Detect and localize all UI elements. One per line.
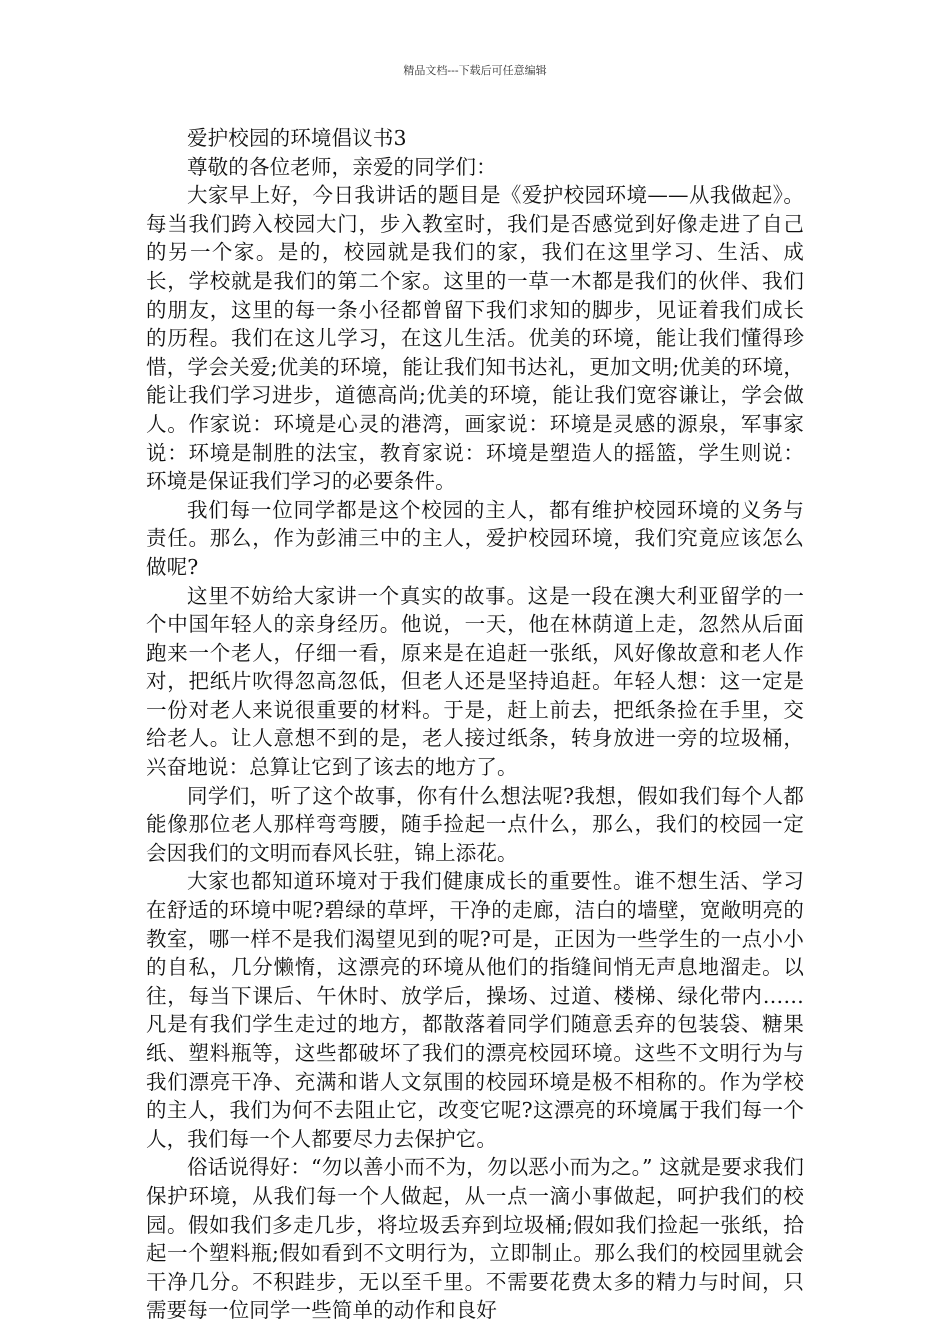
paragraph: 俗话说得好：“勿以善小而不为，勿以恶小而为之。” 这就是要求我们保护环境，从我们每一个人做起，从一点一滴小事做起，呵护我们的校园。假如我们多走几步，将垃圾丢弃到垃圾桶;假如我们捡起一张纸，拾起一个塑料瓶;假如看到不文明行为，立即制止。那么我们的校园里就会干净几分。不积跬步，无以至千里。不需要花费太多的精力与时间，只需要每一位同学一些简单的动作和良好 bbox=[146, 1155, 804, 1323]
document-title: 爱护校园的环境倡议书3 bbox=[187, 126, 407, 150]
paragraph: 大家早上好，今日我讲话的题目是《爱护校园环境——从我做起》。每当我们跨入校园大门，步入教室时，我们是否感觉到好像走进了自己的另一个家。是的，校园就是我们的家，我们在这里学习、生活、成长，学校就是我们的第二个家。这里的一草一木都是我们的伙伴、我们的朋友，这里的每一条小径都曾留下我们求知的脚步，见证着我们成长的历程。我们在这儿学习，在这儿生活。优美的环境，能让我们懂得珍惜，学会关爱;优美的环境，能让我们知书达礼，更加文明;优美的环境，能让我们学习进步，道德高尚;优美的环境，能让我们宽容谦让，学会做人。作家说：环境是心灵的港湾，画家说：环境是灵感的源泉，军事家说：环境是制胜的法宝，教育家说：环境是塑造人的摇篮，学生则说：环境是保证我们学习的必要条件。 bbox=[146, 183, 804, 494]
page-header: 精品文档---下载后可任意编辑 bbox=[403, 64, 547, 77]
document-body bbox=[146, 124, 804, 1325]
paragraph: 同学们，听了这个故事，你有什么想法呢?我想，假如我们每个人都能像那位老人那样弯弯腰，随手捡起一点什么，那么，我们的校园一定会因我们的文明而春风长驻，锦上添花。 bbox=[146, 783, 804, 865]
paragraph: 我们每一位同学都是这个校园的主人，都有维护校园环境的义务与责任。那么，作为彭浦三中的主人，爱护校园环境，我们究竟应该怎么做呢? bbox=[146, 497, 804, 579]
greeting: 尊敬的各位老师，亲爱的同学们： bbox=[187, 154, 497, 179]
paragraph: 这里不妨给大家讲一个真实的故事。这是一段在澳大利亚留学的一个中国年轻人的亲身经历。他说，一天，他在林荫道上走，忽然从后面跑来一个老人，仔细一看，原来是在追赶一张纸，风好像故意和老人作对，把纸片吹得忽高忽低，但老人还是坚持追赶。年轻人想：这一定是一份对老人来说很重要的材料。于是，赶上前去，把纸条捡在手里，交给老人。让人意想不到的是，老人接过纸条，转身放进一旁的垃圾桶，兴奋地说：总算让它到了该去的地方了。 bbox=[146, 583, 804, 780]
paragraph: 大家也都知道环境对于我们健康成长的重要性。谁不想生活、学习在舒适的环境中呢?碧绿的草坪，干净的走廊，洁白的墙壁，宽敞明亮的教室，哪一样不是我们渴望见到的呢?可是，正因为一些学生的一点小小的自私，几分懒惰，这漂亮的环境从他们的指缝间悄无声息地溜走。以往，每当下课后、午休时、放学后，操场、过道、楼梯、绿化带内……凡是有我们学生走过的地方，都散落着同学们随意丢弃的包装袋、糖果纸、塑料瓶等，这些都破坏了我们的漂亮校园环境。这些不文明行为与我们漂亮干净、充满和谐人文氛围的校园环境是极不相称的。作为学校的主人，我们为何不去阻止它，改变它呢?这漂亮的环境属于我们每一个人，我们每一个人都要尽力去保护它。 bbox=[146, 869, 804, 1151]
